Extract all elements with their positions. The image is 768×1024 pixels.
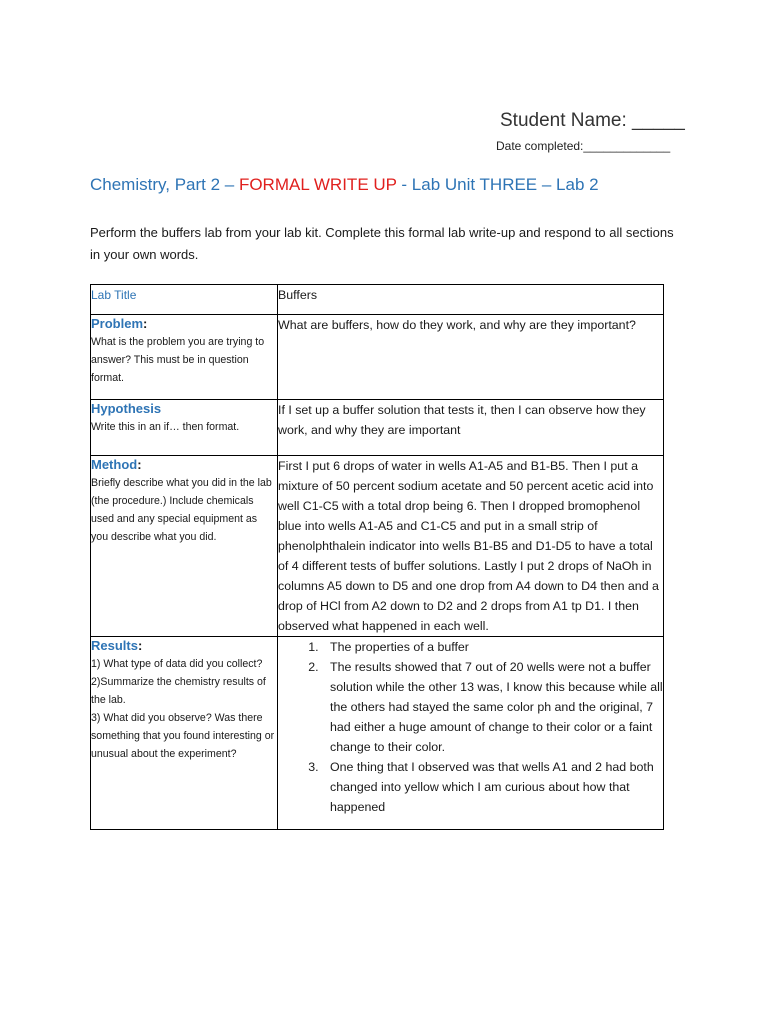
results-hint-3: 3) What did you observe? Was there something that you found interesting or unusual about the experiment?	[91, 712, 275, 760]
lab-title-answer: Buffers	[278, 285, 664, 315]
lab-writeup-table	[90, 284, 664, 830]
results-answer-item: 2. The results showed that 7 out of 20 wells were not a buffer solution while the other 13 was, I know this because while all the others had stayed the same color ph and the original, 7 had either a huge amount of change to their color or a faint change to their color.	[322, 657, 663, 757]
method-label: Method	[91, 457, 138, 472]
title-course: Chemistry, Part 2 –	[90, 175, 239, 194]
method-label-cell: Method: Briefly describe what you did in the lab (the procedure.) Include chemicals used and any special equipment as you describe what you did.	[91, 456, 278, 637]
lab-title-label-cell	[91, 285, 278, 315]
title-lab-unit: - Lab Unit THREE – Lab 2	[396, 175, 599, 194]
results-answer-cell	[278, 637, 664, 830]
table-row-lab-title	[91, 285, 664, 315]
results-answer-item: 3. One thing that I observed was that wells A1 and 2 had both changed into yellow which I am curious about how that happened	[322, 757, 663, 817]
method-hint: Briefly describe what you did in the lab (the procedure.) Include chemicals used and any special equipment as you describe what you did.	[91, 477, 272, 543]
problem-hint: What is the problem you are trying to answer? This must be in question format.	[91, 336, 265, 384]
results-hint-1: 1) What type of data did you collect?	[91, 658, 263, 670]
page-title	[90, 175, 599, 195]
results-answer-list	[278, 637, 663, 817]
problem-label: Problem	[91, 316, 144, 331]
problem-label-cell: Problem: What is the problem you are trying to answer? This must be in question format.	[91, 315, 278, 400]
intro-paragraph: Perform the buffers lab from your lab kit. Complete this formal lab write-up and respond to all sections in your own words.	[90, 225, 674, 262]
results-label: Results	[91, 638, 138, 653]
method-answer: First I put 6 drops of water in wells A1-A5 and B1-B5. Then I put a mixture of 50 percent sodium acetate and 50 percent acetic acid into well C1-C5 with a total drop being 6. Then I dropped bromophenol blue into wells A1-A5 and C1-C5 and put in a small strip of phenolphthalein indicator into wells B1-B5 and D1-D5 to have a total of 4 different tests of buffer solutions. Lastly I put 2 drops of NaOh in columns A5 down to D5 and one drop from A4 down to D4 then and a drop of HCl from A2 down to D2 and 2 drops from A1 tp D1. I then observed what happened in each well.	[278, 456, 664, 637]
problem-answer: What are buffers, how do they work, and why are they important?	[278, 315, 664, 400]
table-row-method	[91, 456, 664, 637]
results-label-cell: Results: 1) What type of data did you collect? 2)Summarize the chemistry results of the lab. 3) What did you observe? Was there something that you found interesting or unusual about the experiment?	[91, 637, 278, 830]
results-hint-2: 2)Summarize the chemistry results of the lab.	[91, 676, 266, 706]
results-answer-item: 1. The properties of a buffer	[322, 637, 663, 657]
hypothesis-label: Hypothesis	[91, 401, 162, 416]
title-formal-write-up: FORMAL WRITE UP	[238, 175, 397, 194]
lab-title-label: Lab Title	[91, 288, 137, 302]
date-completed-field: Date completed:_____________	[496, 139, 671, 153]
hypothesis-label-cell	[91, 400, 278, 456]
table-row-hypothesis	[91, 400, 664, 456]
table-row-problem	[91, 315, 664, 400]
hypothesis-answer: If I set up a buffer solution that tests it, then I can observe how they work, and why they are important	[278, 400, 664, 456]
hypothesis-hint: Write this in an if… then format.	[91, 421, 240, 433]
student-name-field: Student Name: _____	[500, 110, 685, 131]
table-row-results	[91, 637, 664, 830]
